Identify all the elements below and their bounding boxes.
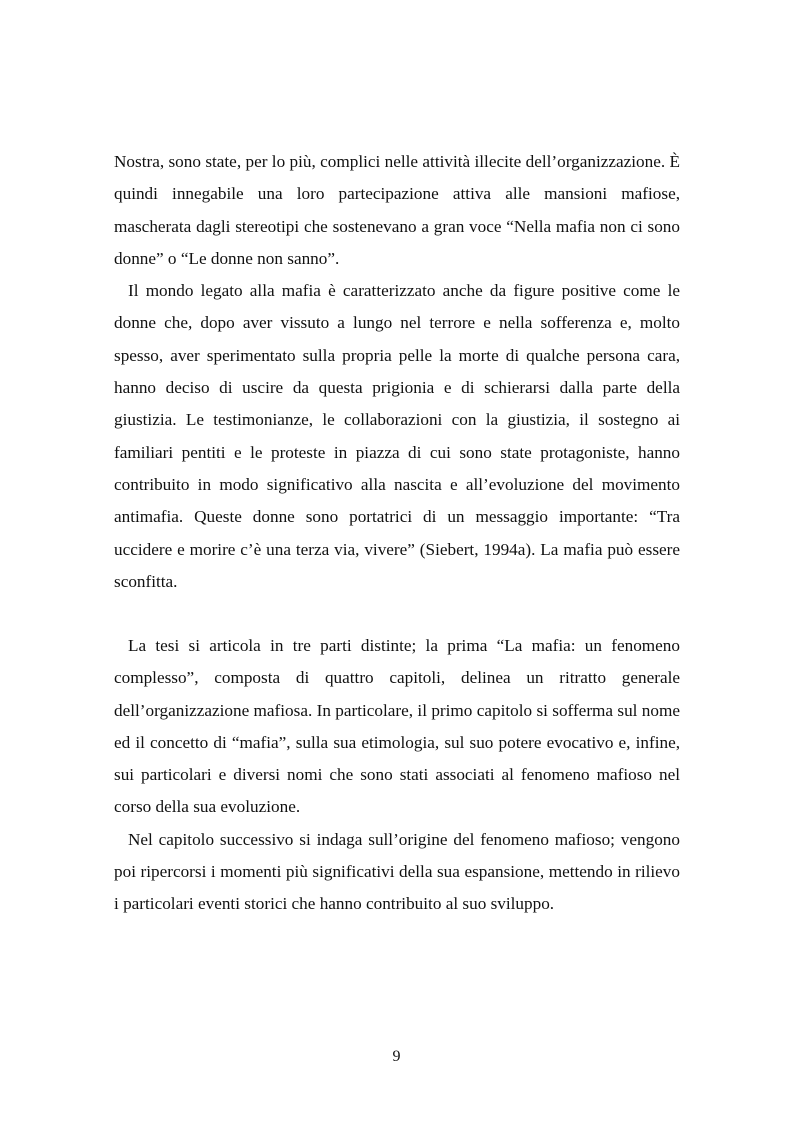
page-number: 9 — [392, 1048, 401, 1065]
paragraph: Nostra, sono state, per lo più, complici nelle attività illecite dell’organizzazione. È quindi innegabile una loro partecipazione attiva alle mansioni mafiose, mascherata dagli stereotipi che sostenevano a gran voce “Nella mafia non ci sono donne” o “Le donne non sanno”. — [114, 152, 680, 268]
paragraph: Il mondo legato alla mafia è caratterizzato anche da figure positive come le donne che, dopo aver vissuto a lungo nel terrore e nella sofferenza e, molto spesso, aver sperimentato sulla propria pelle la morte di qualche persona cara, hanno deciso di uscire da questa prigionia e di schierarsi dalla parte della giustizia. Le testimonianze, le collaborazioni con la giustizia, il sostegno ai familiari pentiti e le proteste in piazza di cui sono state protagoniste, hanno contribuito in modo significativo alla nascita e all’evoluzione del movimento antimafia. Queste donne sono portatrici di un messaggio importante: “Tra uccidere e morire c’è una terza via, vivere” (Siebert, 1994a). La mafia può essere sconfitta. — [114, 281, 680, 591]
paragraph: La tesi si articola in tre parti distinte; la prima “La mafia: un fenomeno complesso”, composta di quattro capitoli, delinea un ritratto generale dell’organizzazione mafiosa. In particolare, il primo capitolo si sofferma sul nome ed il concetto di “mafia”, sulla sua etimologia, sul suo potere evocativo e, infine, sui particolari e diversi nomi che sono stati associati al fenomeno mafioso nel corso della sua evoluzione. — [114, 636, 680, 817]
text-section-2 — [114, 630, 680, 921]
text-section-1 — [114, 146, 680, 598]
paragraph: Nel capitolo successivo si indaga sull’origine del fenomeno mafioso; vengono poi ripercorsi i momenti più significativi della sua espansione, mettendo in rilievo i particolari eventi storici che hanno contribuito al suo sviluppo. — [114, 829, 680, 914]
